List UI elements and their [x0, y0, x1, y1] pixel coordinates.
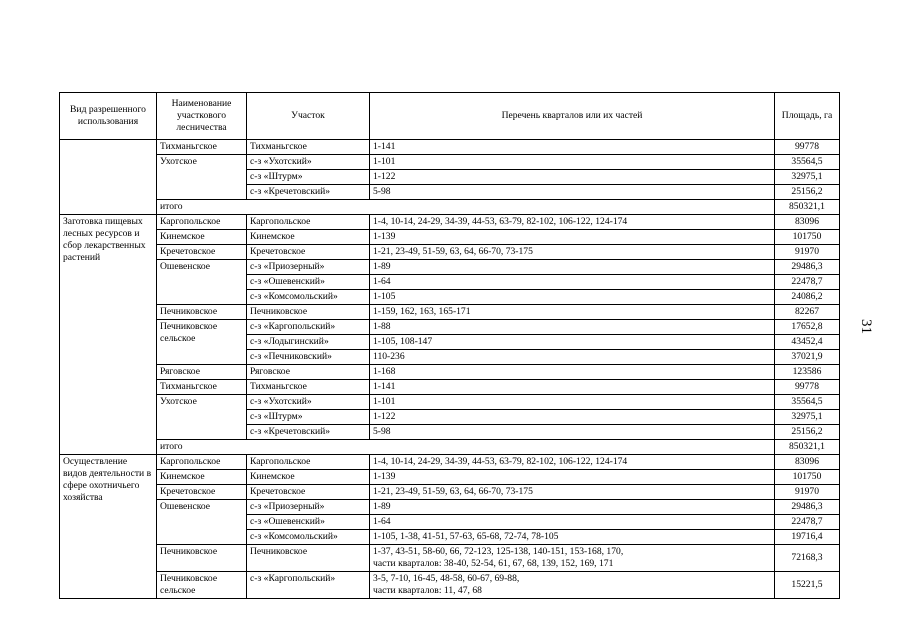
size-cell: 29486,3 [775, 500, 840, 515]
quarters-cell: 5-98 [370, 185, 775, 200]
table-row [60, 305, 840, 320]
size-cell: 91970 [775, 485, 840, 500]
forestry-cell: Ряговское [157, 365, 247, 380]
quarters-cell: 1-159, 162, 163, 165-171 [370, 305, 775, 320]
quarters-cell: 5-98 [370, 425, 775, 440]
quarters-parts-line: части кварталов: 38-40, 52-54, 61, 67, 68, 139, 152, 169, 171 [373, 558, 614, 569]
quarters-cell: 1-141 [370, 380, 775, 395]
table-row [60, 572, 840, 599]
area-cell: Кречетовское [247, 245, 370, 260]
quarters-cell: 1-101 [370, 395, 775, 410]
area-cell: с-з «Приозерный» [247, 260, 370, 275]
use-type-cell: Заготовка пищевых лесных ресурсов и сбор лекарственных растений [60, 215, 157, 455]
area-cell: Кречетовское [247, 485, 370, 500]
quarters-cell [370, 545, 775, 572]
table-header-row [60, 93, 840, 140]
quarters-cell: 1-21, 23-49, 51-59, 63, 64, 66-70, 73-175 [370, 245, 775, 260]
area-cell: Кинемское [247, 230, 370, 245]
size-cell: 35564,5 [775, 155, 840, 170]
quarters-cell: 1-89 [370, 260, 775, 275]
quarters-cell: 1-88 [370, 320, 775, 335]
use-type-cell: Осуществление видов деятельности в сфере охотничьего хозяйства [60, 455, 157, 599]
total-value: 850321,1 [775, 200, 840, 215]
size-cell: 37021,9 [775, 350, 840, 365]
table-row [60, 470, 840, 485]
total-row [60, 440, 840, 455]
forestry-cell: Кречетовское [157, 485, 247, 500]
size-cell: 15221,5 [775, 572, 840, 599]
total-label: итого [157, 200, 775, 215]
quarters-cell: 1-122 [370, 170, 775, 185]
forestry-cell: Ухотское [157, 155, 247, 200]
quarters-cell: 1-141 [370, 140, 775, 155]
size-cell: 101750 [775, 470, 840, 485]
area-cell: с-з «Ухотский» [247, 155, 370, 170]
quarters-cell: 1-64 [370, 515, 775, 530]
area-cell: Печниковское [247, 305, 370, 320]
forestry-cell: Тихманьгское [157, 380, 247, 395]
quarters-cell: 1-139 [370, 470, 775, 485]
forestry-cell: Каргопольское [157, 455, 247, 470]
table-row [60, 155, 840, 170]
page-number: 31 [858, 319, 874, 334]
use-type-cell [60, 140, 157, 215]
quarters-cell: 1-4, 10-14, 24-29, 34-39, 44-53, 63-79, 82-102, 106-122, 124-174 [370, 455, 775, 470]
size-cell: 91970 [775, 245, 840, 260]
quarters-line: 1-37, 43-51, 58-60, 66, 72-123, 125-138, 140-151, 153-168, 170, [373, 546, 624, 557]
area-cell: с-з «Кречетовский» [247, 185, 370, 200]
size-cell: 99778 [775, 140, 840, 155]
quarters-cell: 1-105 [370, 290, 775, 305]
forestry-cell: Каргопольское [157, 215, 247, 230]
area-cell: с-з «Штурм» [247, 170, 370, 185]
size-cell: 43452,4 [775, 335, 840, 350]
size-cell: 72168,3 [775, 545, 840, 572]
area-cell: с-з «Ухотский» [247, 395, 370, 410]
table-row [60, 260, 840, 275]
area-cell: с-з «Комсомольский» [247, 530, 370, 545]
size-cell: 35564,5 [775, 395, 840, 410]
forestry-cell: Ошевенское [157, 260, 247, 305]
size-cell: 17652,8 [775, 320, 840, 335]
area-cell: с-з «Приозерный» [247, 500, 370, 515]
forestry-cell: Печниковское [157, 305, 247, 320]
size-cell: 32975,1 [775, 170, 840, 185]
area-cell: Печниковское [247, 545, 370, 572]
forestry-cell: Тихманьгское [157, 140, 247, 155]
table-row [60, 320, 840, 335]
forestry-cell: Ошевенское [157, 500, 247, 545]
area-cell: Каргопольское [247, 215, 370, 230]
table-row [60, 395, 840, 410]
header-quarters: Перечень кварталов или их частей [370, 93, 775, 140]
table-row [60, 455, 840, 470]
quarters-cell: 1-101 [370, 155, 775, 170]
size-cell: 99778 [775, 380, 840, 395]
table-row [60, 215, 840, 230]
area-cell: Тихманьгское [247, 140, 370, 155]
area-cell: Тихманьгское [247, 380, 370, 395]
size-cell: 83096 [775, 455, 840, 470]
quarters-cell: 1-122 [370, 410, 775, 425]
area-cell: с-з «Лодыгинский» [247, 335, 370, 350]
size-cell: 25156,2 [775, 185, 840, 200]
size-cell: 83096 [775, 215, 840, 230]
quarters-cell: 110-236 [370, 350, 775, 365]
header-size: Площадь, га [775, 93, 840, 140]
size-cell: 22478,7 [775, 275, 840, 290]
table-row [60, 245, 840, 260]
quarters-parts-line: части кварталов: 11, 47, 68 [373, 585, 482, 596]
table-row [60, 485, 840, 500]
forestry-cell: Кинемское [157, 470, 247, 485]
area-cell: Каргопольское [247, 455, 370, 470]
size-cell: 22478,7 [775, 515, 840, 530]
area-cell: с-з «Печниковский» [247, 350, 370, 365]
size-cell: 19716,4 [775, 530, 840, 545]
area-cell: Ряговское [247, 365, 370, 380]
quarters-cell: 1-105, 1-38, 41-51, 57-63, 65-68, 72-74, 78-105 [370, 530, 775, 545]
area-cell: с-з «Ошевенский» [247, 515, 370, 530]
quarters-cell: 1-105, 108-147 [370, 335, 775, 350]
quarters-cell: 1-139 [370, 230, 775, 245]
quarters-cell: 1-4, 10-14, 24-29, 34-39, 44-53, 63-79, 82-102, 106-122, 124-174 [370, 215, 775, 230]
table-row [60, 140, 840, 155]
header-use-type: Вид разрешенного использования [60, 93, 157, 140]
quarters-cell: 1-89 [370, 500, 775, 515]
area-cell: Кинемское [247, 470, 370, 485]
forestry-cell: Кинемское [157, 230, 247, 245]
size-cell: 32975,1 [775, 410, 840, 425]
size-cell: 123586 [775, 365, 840, 380]
forest-use-table [59, 92, 840, 599]
quarters-cell: 1-21, 23-49, 51-59, 63, 64, 66-70, 73-175 [370, 485, 775, 500]
header-forestry: Наименование участкового лесничества [157, 93, 247, 140]
quarters-line: 3-5, 7-10, 16-45, 48-58, 60-67, 69-88, [373, 573, 520, 584]
table-row [60, 230, 840, 245]
area-cell: с-з «Комсомольский» [247, 290, 370, 305]
table-row [60, 500, 840, 515]
area-cell: с-з «Штурм» [247, 410, 370, 425]
forestry-cell: Печниковское [157, 545, 247, 572]
forestry-cell: Кречетовское [157, 245, 247, 260]
quarters-cell: 1-168 [370, 365, 775, 380]
forestry-cell: Печниковское сельское [157, 320, 247, 365]
size-cell: 101750 [775, 230, 840, 245]
area-cell: с-з «Каргопольский» [247, 572, 370, 599]
size-cell: 82267 [775, 305, 840, 320]
size-cell: 24086,2 [775, 290, 840, 305]
total-row [60, 200, 840, 215]
table-row [60, 365, 840, 380]
header-area: Участок [247, 93, 370, 140]
area-cell: с-з «Ошевенский» [247, 275, 370, 290]
table-row [60, 380, 840, 395]
total-label: итого [157, 440, 775, 455]
forestry-cell: Ухотское [157, 395, 247, 440]
size-cell: 29486,3 [775, 260, 840, 275]
total-value: 850321,1 [775, 440, 840, 455]
quarters-cell [370, 572, 775, 599]
forestry-cell: Печниковское сельское [157, 572, 247, 599]
area-cell: с-з «Каргопольский» [247, 320, 370, 335]
table-row [60, 545, 840, 572]
size-cell: 25156,2 [775, 425, 840, 440]
quarters-cell: 1-64 [370, 275, 775, 290]
area-cell: с-з «Кречетовский» [247, 425, 370, 440]
